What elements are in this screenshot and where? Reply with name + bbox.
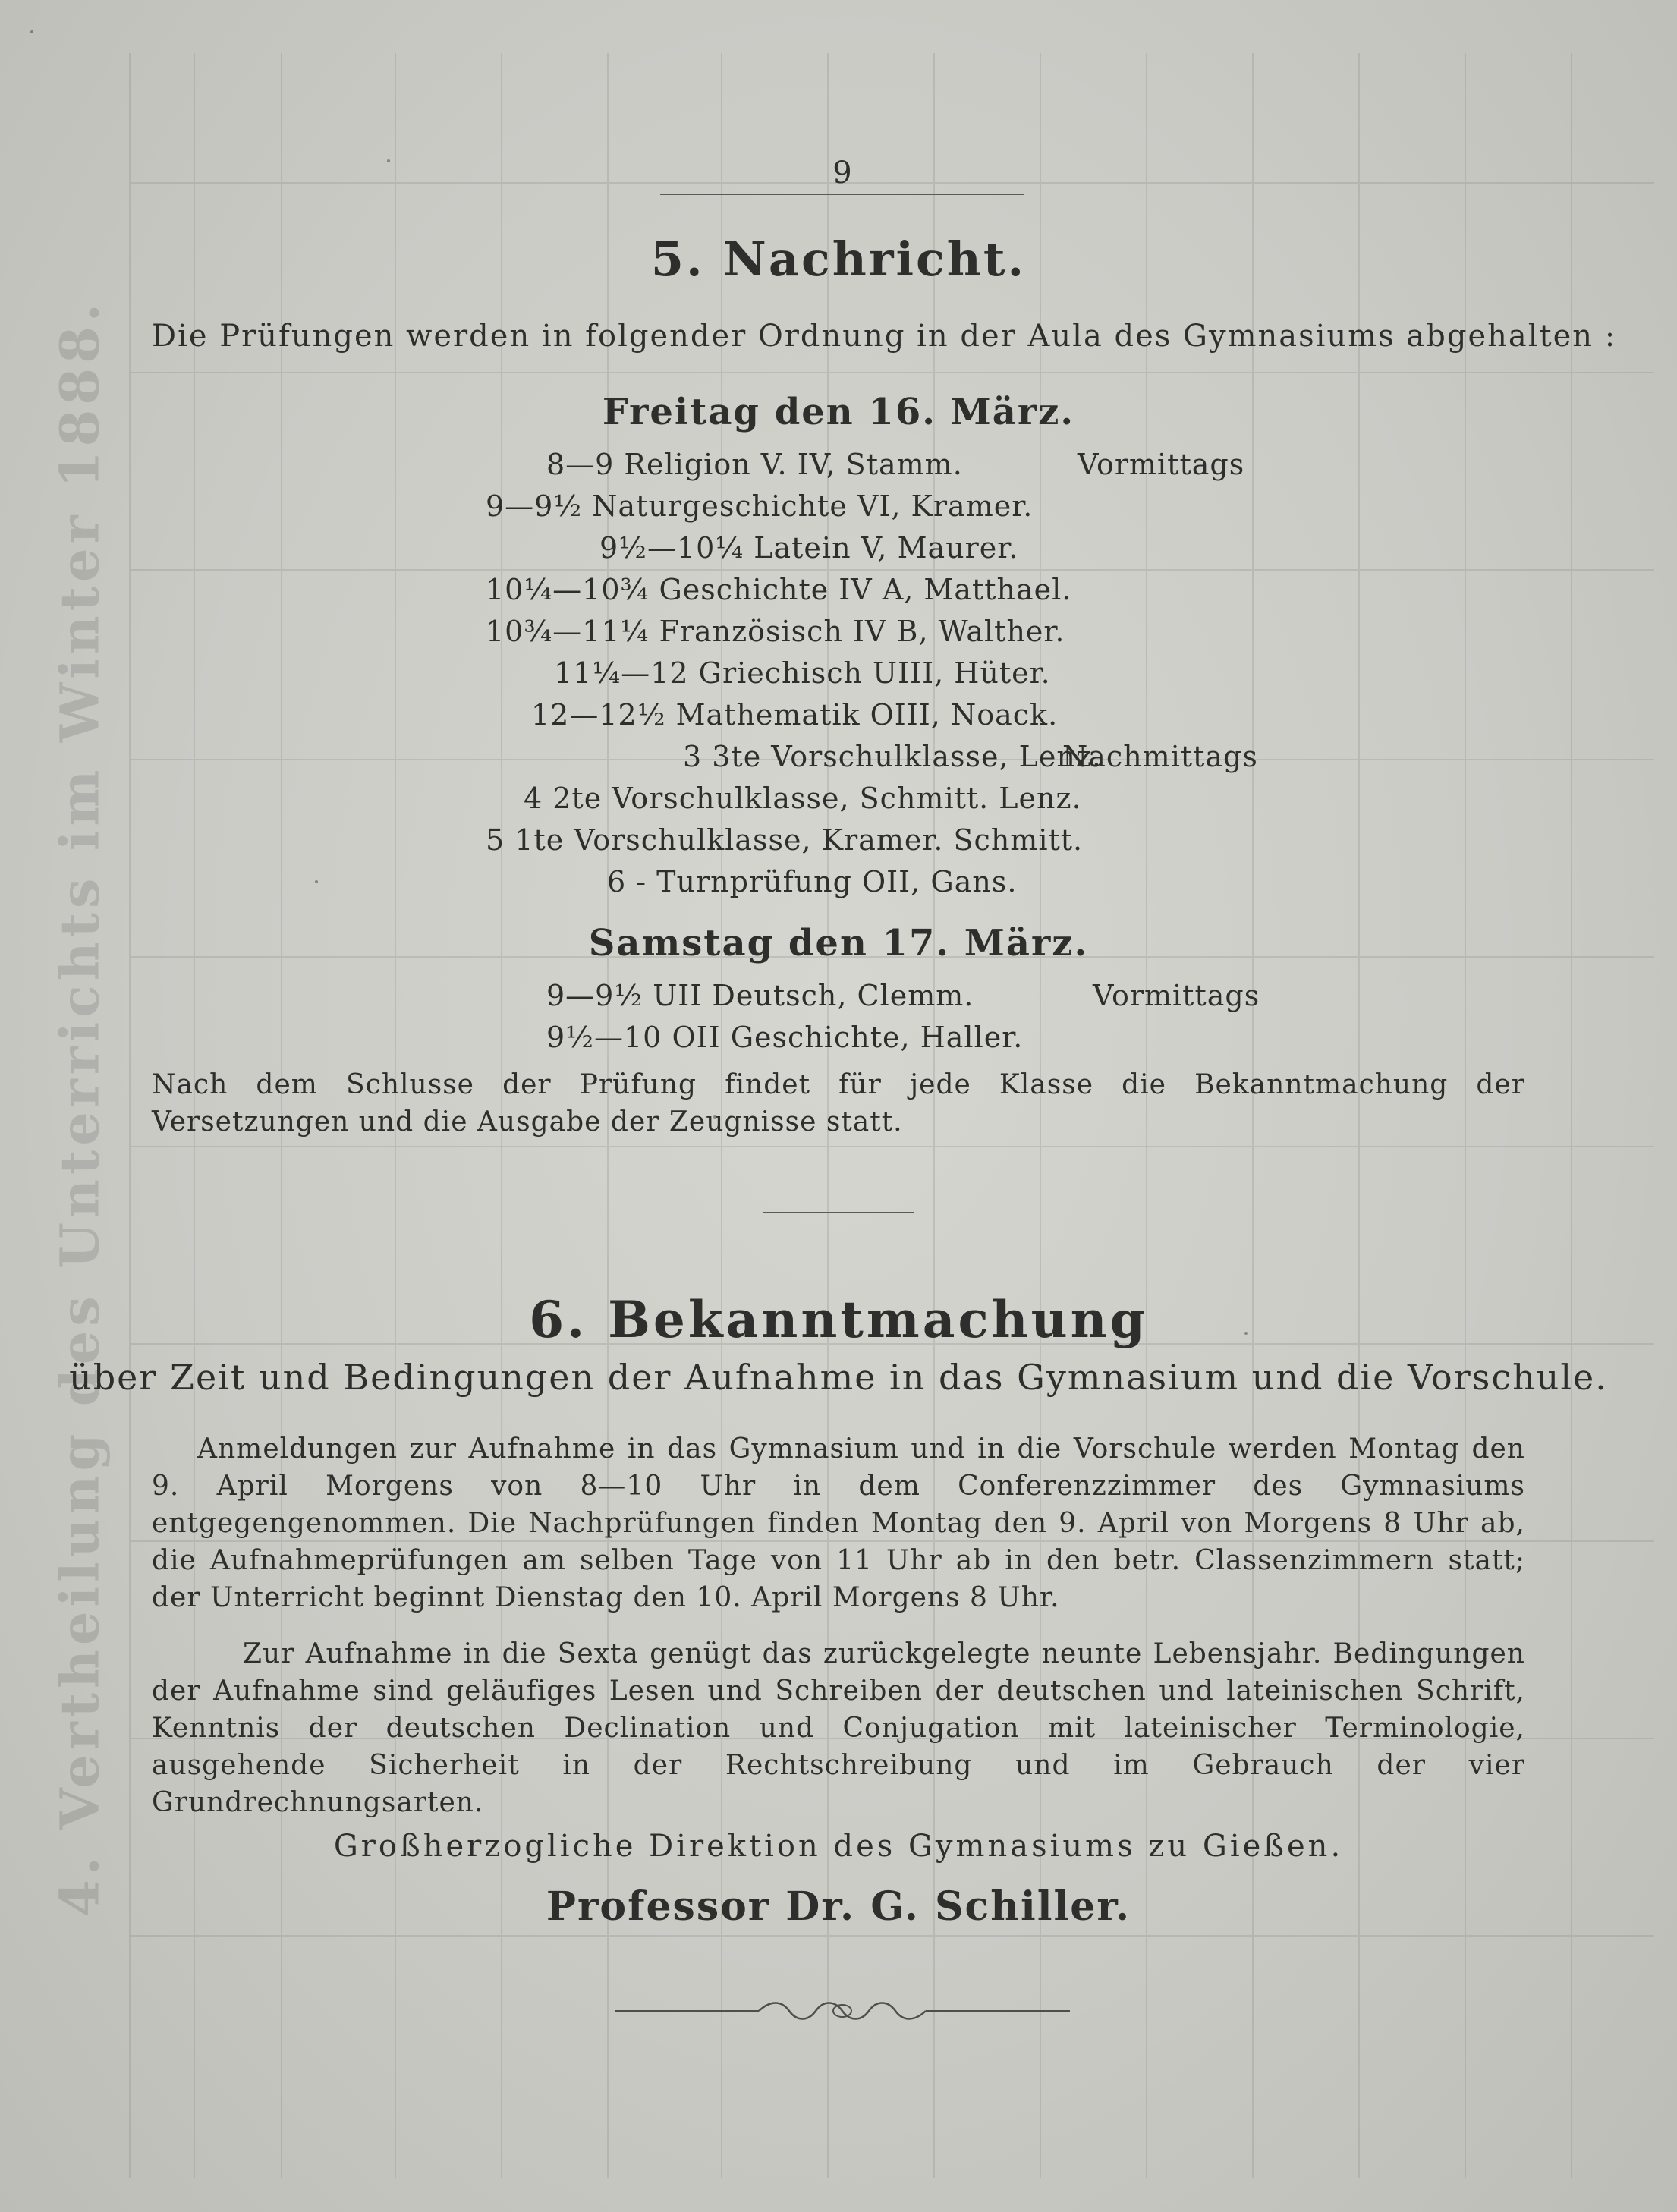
day1-afternoon-label: Nachmittags [1062,740,1258,773]
section6-subheading: über Zeit und Bedingungen der Aufnahme in das Gymnasium und die Vorschule. [69,1357,1608,1398]
day1-afternoon-entry: 3 3te Vorschulklasse, Lenz. [683,740,1102,773]
day1-morning-entry: 11¼—12 Griechisch UIII, Hüter. [554,656,1051,690]
section5-heading: 5. Nachricht. [650,231,1027,287]
day2-morning-label: Vormittags [1093,979,1260,1012]
day1-morning-entry: 8—9 Religion V. IV, Stamm. [546,448,963,481]
day1-morning-entry: 9½—10¼ Latein V, Maurer. [599,531,1019,565]
day1-afternoon-entry: 4 2te Vorschulklasse, Schmitt. Lenz. [524,782,1082,815]
section-divider [763,1212,914,1213]
day1-afternoon-entry: 5 1te Vorschulklasse, Kramer. Schmitt. [486,823,1084,857]
show-through-side-title-text: 4. Vertheilung des Unterrichts im Winter 1888. [48,298,112,1918]
signature-institution: Großherzogliche Direktion des Gymnasiums zu Gießen. [333,1829,1344,1864]
day1-heading: Freitag den 16. März. [602,391,1075,433]
section6-paragraph-1: Anmeldungen zur Aufnahme in das Gymnasium und in die Vorschule werden Montag den 9. April Morgens von 8—10 Uhr in dem Conferenzzimmer des Gymnasiums entgegengenommen. Die Nachprüfungen finden Montag den 9. April von Morgens 8 Uhr ab, die Aufnahmeprüfungen am selben Tage von 11 Uhr ab in den betr. Classenzimmern statt; der Unterricht beginnt Dienstag den 10. April Morgens 8 Uhr. [152,1433,1525,1613]
day2-morning-entry: 9½—10 OII Geschichte, Haller. [546,1021,1024,1054]
paper-speck [315,880,318,883]
page-number: 9 [832,156,852,190]
decorative-ornament [615,1996,1070,2026]
signature-name: Professor Dr. G. Schiller. [546,1883,1131,1930]
section6-paragraph-2: Zur Aufnahme in die Sexta genügt das zurückgelegte neunte Lebensjahr. Bedingungen der Aufnahme sind geläufiges Lesen und Schreiben der deutschen und lateinischen Schrift, Kenntnis der deutschen Declination und Conjugation mit lateinischer Terminologie, ausgehende Sicherheit in der Rechtschreibung und im Gebrauch der vier Grundrechnungsarten. [152,1638,1525,1818]
show-through-side-title [42,298,118,1918]
day1-morning-entry: 12—12½ Mathematik OIII, Noack. [531,698,1059,732]
day1-morning-entry: 10¾—11¼ Französisch IV B, Walther. [486,615,1065,648]
day2-heading: Samstag den 17. März. [588,922,1089,964]
day1-afternoon-entry: 6 - Turnprüfung OII, Gans. [607,865,1018,898]
section5-closing: Nach dem Schlusse der Prüfung findet für jede Klasse die Bekanntmachung der Versetzungen und die Ausgabe der Zeugnisse statt. [152,1069,1525,1137]
paper-speck [387,159,390,162]
day1-morning-entry: 10¼—10¾ Geschichte IV A, Matthael. [486,573,1072,606]
paper-speck [30,30,33,33]
header-rule [660,194,1024,195]
day1-morning-label: Vormittags [1078,448,1245,481]
day2-morning-entry: 9—9½ UII Deutsch, Clemm. [546,979,974,1012]
day1-morning-entry: 9—9½ Naturgeschichte VI, Kramer. [486,489,1034,523]
section6-heading: 6. Bekanntmachung [529,1290,1148,1349]
section5-intro: Die Prüfungen werden in folgender Ordnung in der Aula des Gymnasiums abgehalten : [152,319,1617,354]
